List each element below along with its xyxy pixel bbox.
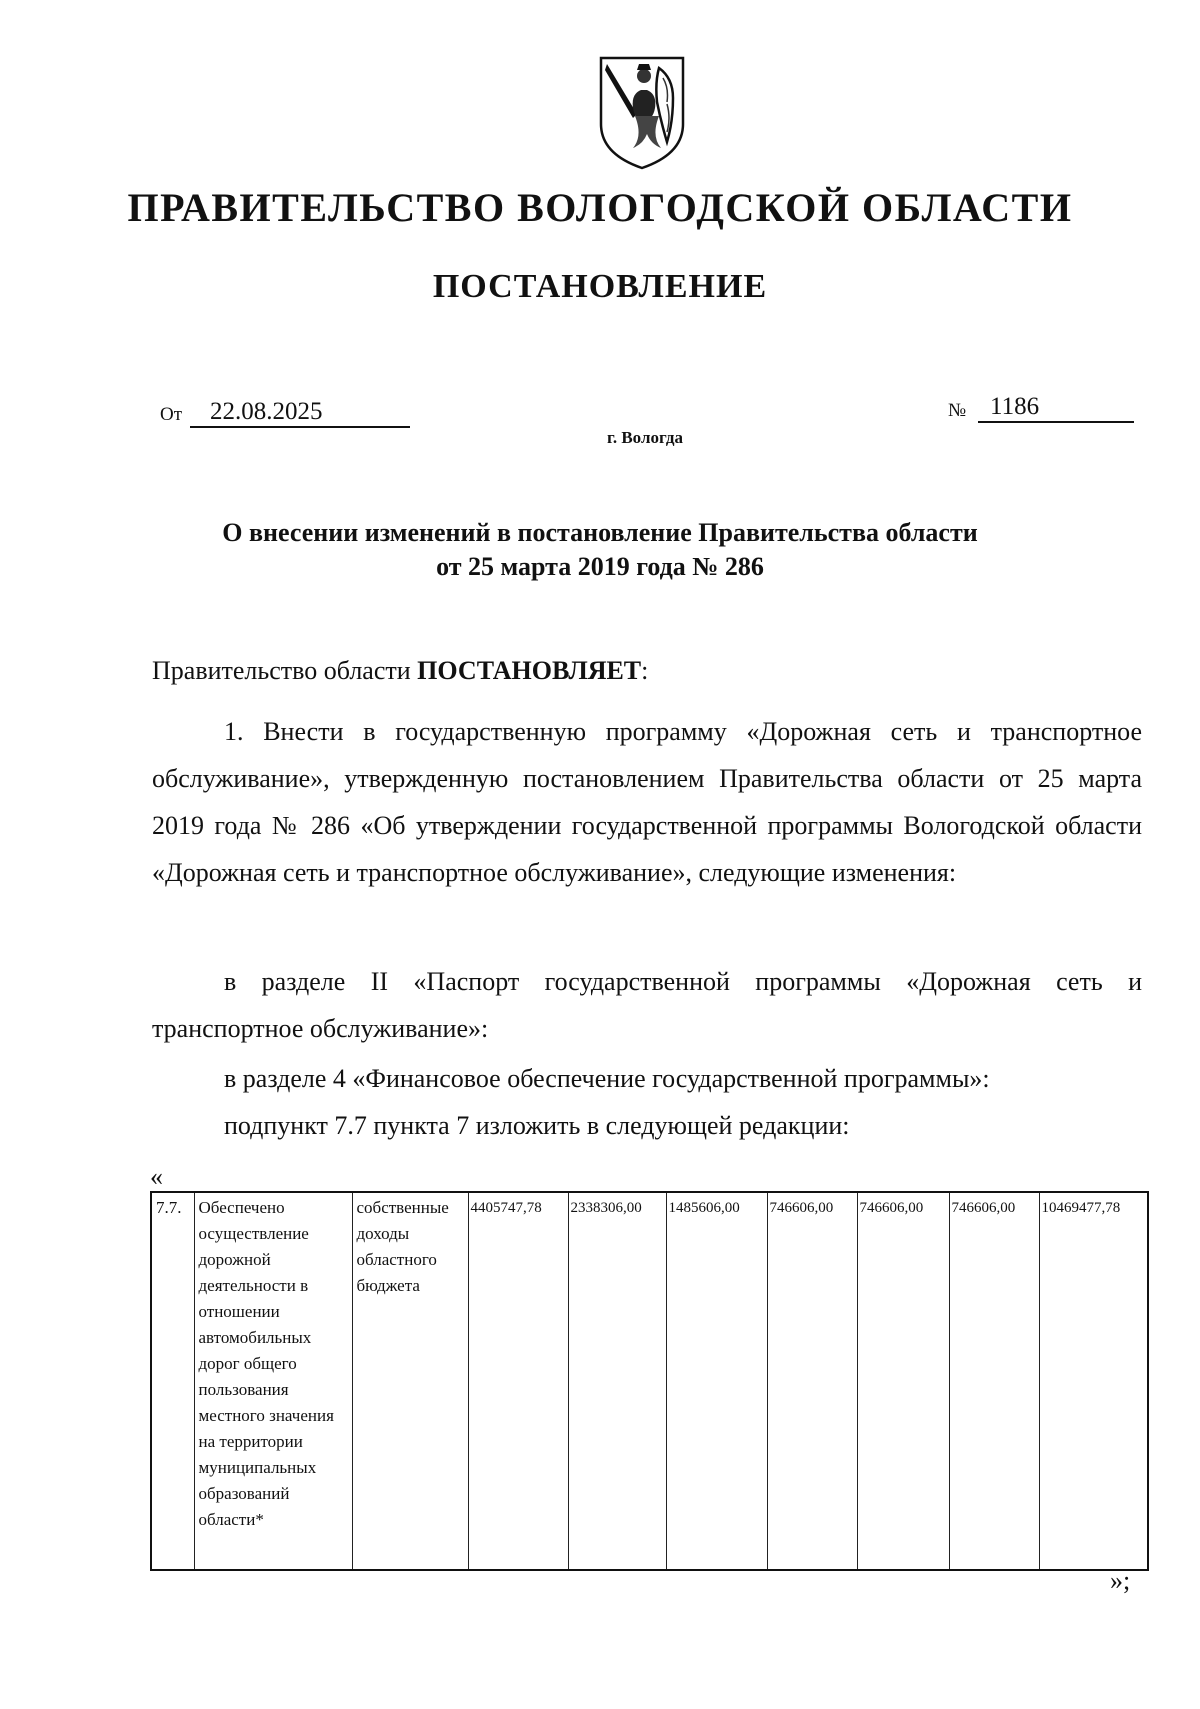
amendment-table (150, 1191, 1149, 1571)
quote-open: « (150, 1162, 163, 1191)
city: г. Вологда (607, 428, 683, 447)
vologda-coat-of-arms-icon (597, 54, 687, 172)
value-cell: 746606,00 (949, 1192, 1039, 1570)
total-cell: 10469477,78 (1039, 1192, 1148, 1570)
value-cell: 4405747,78 (468, 1192, 568, 1570)
item-number-cell: 7.7. (151, 1192, 194, 1570)
value-cell: 746606,00 (767, 1192, 857, 1570)
paragraph-1: 1. Внести в государственную программу «Дорожная сеть и транспортное обслуживание», утвержденную постановлением Правительства области от 25 марта 2019 года № 286 «Об утверждении государственной программы Вологодской области «Дорожная сеть и транспортное обслуживание», следующие изменения: (152, 717, 1142, 887)
quote-close: »; (1110, 1566, 1131, 1595)
description-text: Обеспечено осуществление дорожной деятельности в отношении автомобильных дорог общего пользования местного значения на территории муниципальных образований области* (198, 1198, 334, 1529)
value-cell: 2338306,00 (568, 1192, 666, 1570)
preamble-bold: ПОСТАНОВЛЯЕТ (417, 656, 642, 685)
description-cell (194, 1192, 352, 1570)
date-prefix: От (160, 404, 183, 425)
document-type: ПОСТАНОВЛЕНИЕ (432, 268, 768, 305)
value-cell: 1485606,00 (666, 1192, 767, 1570)
source-text: собственные доходы областного бюджета (356, 1198, 449, 1295)
document-date: 22.08.2025 (190, 398, 410, 428)
government-title: ПРАВИТЕЛЬСТВО ВОЛОГОДСКОЙ ОБЛАСТИ (127, 185, 1073, 230)
preamble-end: : (641, 656, 649, 685)
source-cell (352, 1192, 468, 1570)
subject-line-1: О внесении изменений в постановление Правительства области (222, 518, 978, 547)
number-prefix: № (948, 400, 967, 421)
paragraph-3: в разделе 4 «Финансовое обеспечение государственной программы»: (224, 1064, 990, 1093)
preamble (152, 656, 648, 686)
value-cell: 746606,00 (857, 1192, 949, 1570)
document-subject (0, 516, 1200, 584)
table-row (151, 1192, 1148, 1570)
paragraph-2: в разделе II «Паспорт государственной программы «Дорожная сеть и транспортное обслуживание»: (152, 967, 1142, 1043)
document-number: 1186 (978, 393, 1134, 423)
preamble-start: Правительство области (152, 656, 418, 685)
subject-line-2: от 25 марта 2019 года № 286 (436, 552, 764, 581)
paragraph-4: подпункт 7.7 пункта 7 изложить в следующей редакции: (224, 1111, 850, 1140)
